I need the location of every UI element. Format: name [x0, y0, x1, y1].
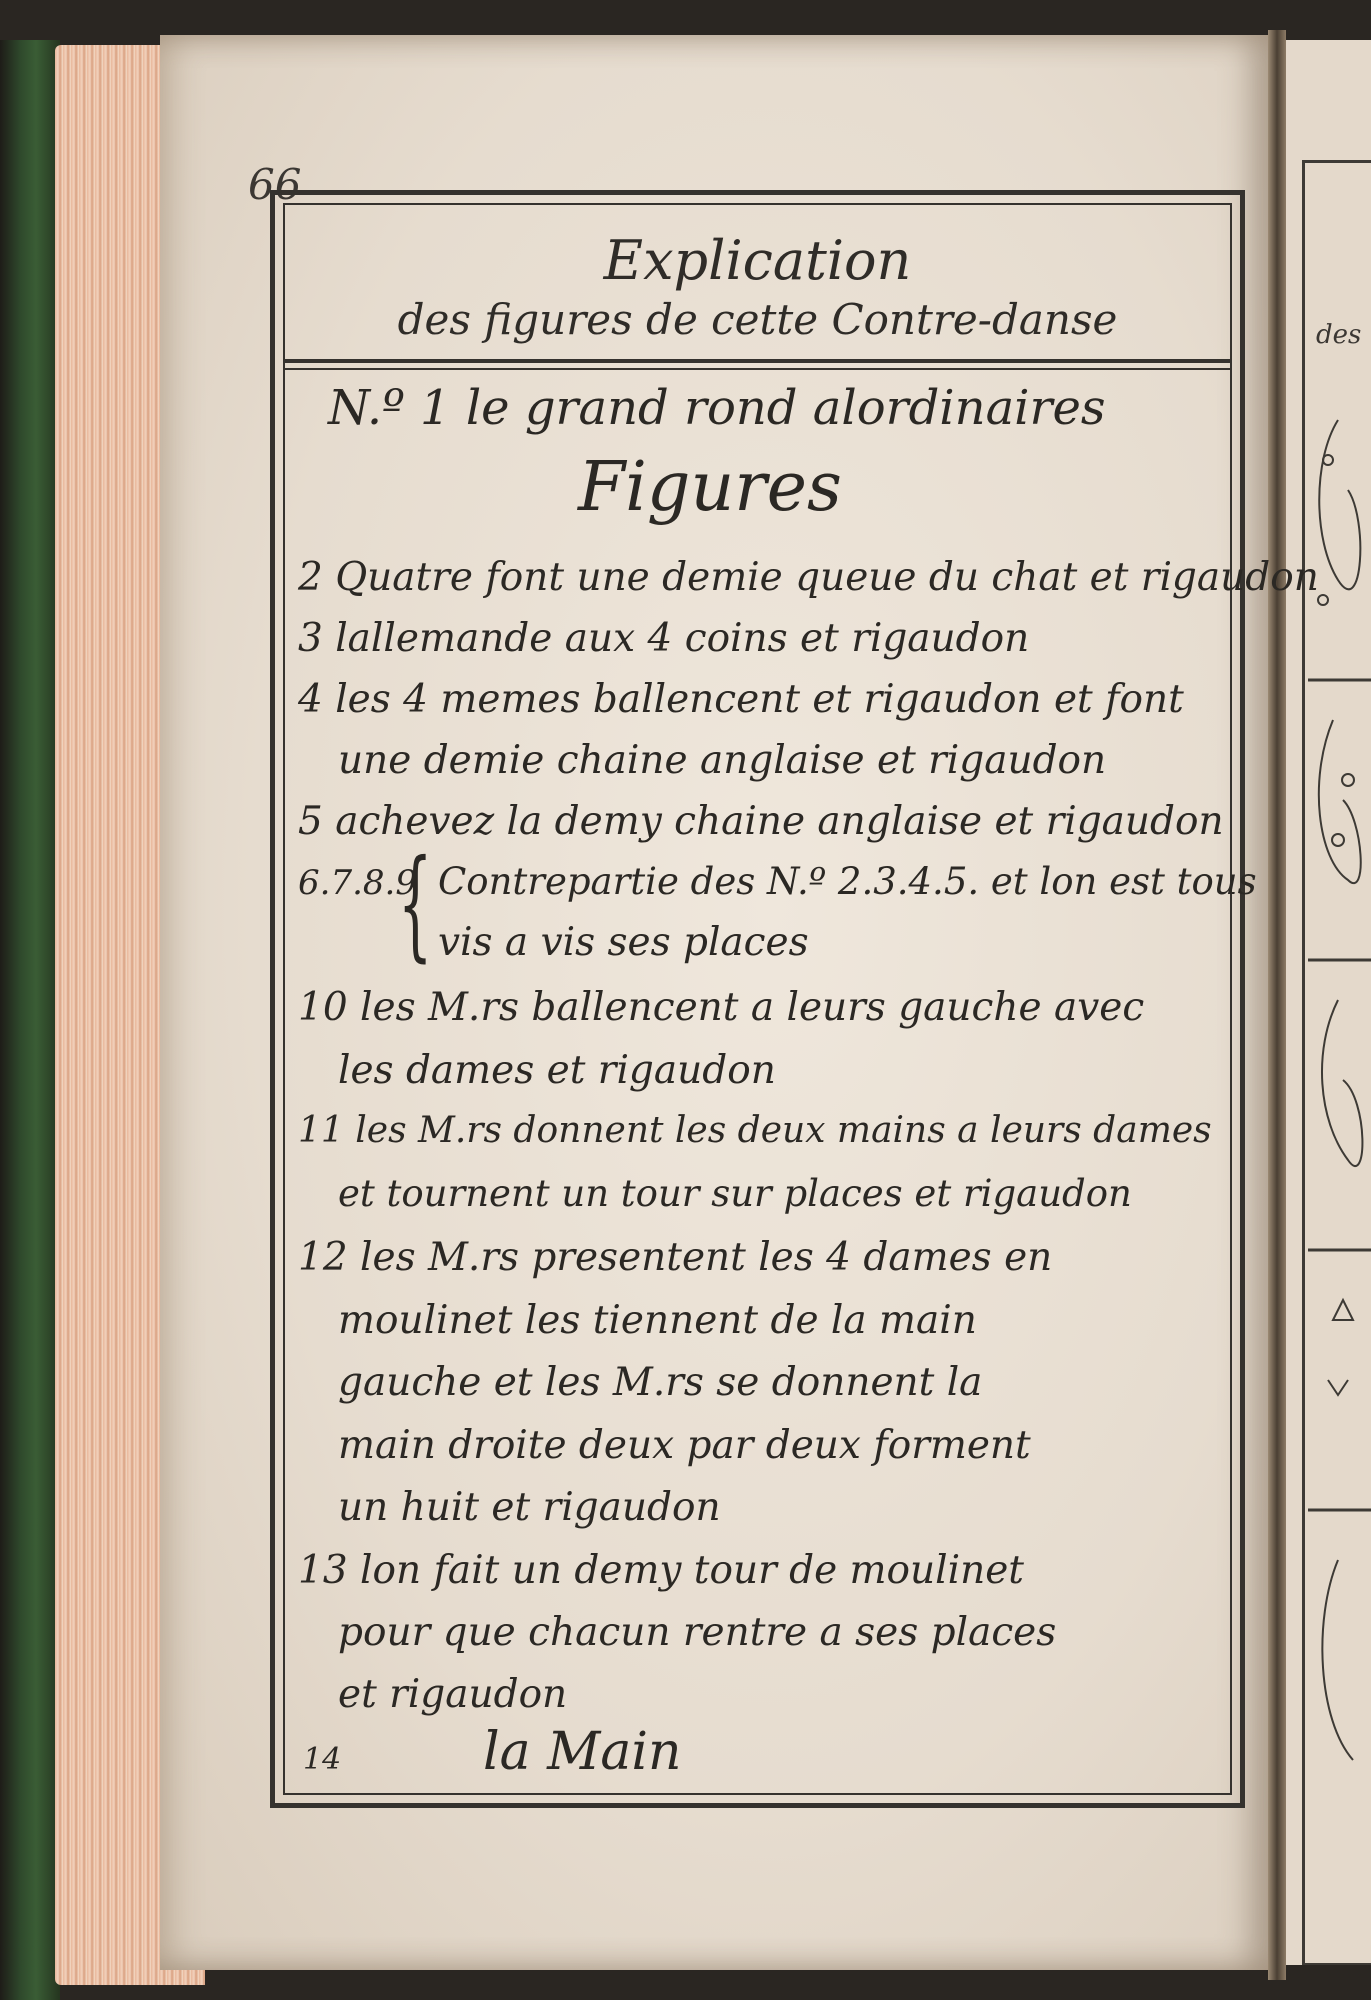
- figure-line: main droite deux par deux forment: [338, 1423, 1031, 1468]
- figure-line: les dames et rigaudon: [338, 1048, 776, 1093]
- title-divider: [283, 368, 1232, 370]
- figure-line: 2 Quatre font une demie queue du chat et rigaudon: [298, 555, 1319, 600]
- section-title: Figures: [578, 448, 842, 527]
- figure-number-group: 6.7.8.9: [298, 863, 417, 903]
- figure-line: 3 lallemande aux 4 coins et rigaudon: [298, 616, 1030, 661]
- figure-line: 5 achevez la demy chaine anglaise et rigaudon: [298, 799, 1224, 844]
- heading-line-1: Explication: [603, 229, 912, 292]
- title-panel: [283, 203, 1232, 363]
- figure-line: et rigaudon: [338, 1672, 568, 1717]
- figure-line: un huit et rigaudon: [338, 1485, 721, 1530]
- figure-line: Contrepartie des N.º 2.3.4.5. et lon est tous: [438, 860, 1257, 903]
- facing-page: [1286, 40, 1371, 1965]
- page-number: 66: [248, 160, 302, 209]
- figure-line: gauche et les M.rs se donnent la: [338, 1360, 983, 1405]
- figure-line: une demie chaine anglaise et rigaudon: [338, 738, 1107, 783]
- figure-line: 11 les M.rs donnent les deux mains a leurs dames: [298, 1110, 1212, 1151]
- figure-line: 12 les M.rs presentent les 4 dames en: [298, 1235, 1053, 1280]
- figure-number: 14: [303, 1742, 342, 1777]
- figure-line: et tournent un tour sur places et rigaudon: [338, 1172, 1132, 1215]
- heading-line-2: des figures de cette Contre-danse: [397, 295, 1118, 344]
- book-binding: [0, 40, 60, 2000]
- curly-brace: {: [398, 835, 433, 974]
- opening-line: N.º 1 le grand rond alordinaires: [328, 380, 1106, 436]
- book-gutter: [1268, 30, 1286, 1980]
- figure-line: 10 les M.rs ballencent a leurs gauche avec: [298, 985, 1145, 1030]
- figure-line: vis a vis ses places: [438, 920, 809, 965]
- figure-line: 4 les 4 memes ballencent et rigaudon et font: [298, 677, 1184, 722]
- figure-line: 13 lon fait un demy tour de moulinet: [298, 1548, 1024, 1593]
- figure-line: moulinet les tiennent de la main: [338, 1298, 977, 1343]
- facing-ornaments: [1308, 400, 1371, 1900]
- facing-heading: des: [1316, 320, 1362, 350]
- closing-figure: la Main: [483, 1722, 682, 1782]
- figure-line: pour que chacun rentre a ses places: [338, 1610, 1057, 1655]
